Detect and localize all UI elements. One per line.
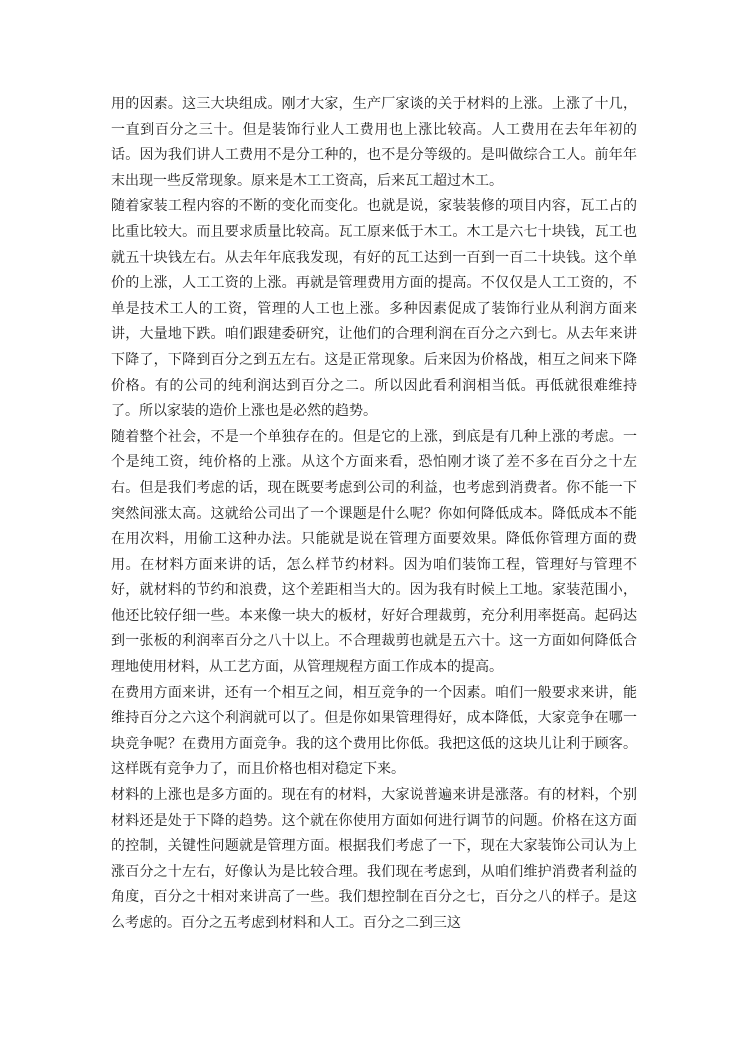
- paragraph-3: 随着整个社会，不是一个单独存在的。但是它的上涨，到底是有几种上涨的考虑。一个是纯工资，纯价格的上涨。从这个方面来看，恐怕刚才谈了差不多在百分之十左右。但是我们考虑的话，现在既要考虑到公司的利益，也考虑到消费者。你不能一下突然间涨太高。这就给公司出了一个课题是什么呢？你如何降低成本。降低成本不能在用次料，用偷工这种办法。只能就是说在管理方面要效果。降低你管理方面的费用。在材料方面来讲的话，怎么样节约材料。因为咱们装饰工程，管理好与管理不好，就材料的节约和浪费，这个差距相当大的。因为我有时候上工地。家装范围小，他还比较仔细一些。本来像一块大的板材，好好合理裁剪，充分利用率挺高。起码达到一张板的利润率百分之八十以上。不合理裁剪也就是五六十。这一方面如何降低合理地使用材料，从工艺方面，从管理规程方面工作成本的提高。: [111, 428, 637, 676]
- body-text: [111, 92, 637, 937]
- paragraph-5: 材料的上涨也是多方面的。现在有的材料，大家说普遍来讲是涨落。有的材料，个别材料还是处于下降的趋势。这个就在你使用方面如何进行调节的问题。价格在这方面的控制，关键性问题就是管理方面。根据我们考虑了一下，现在大家装饰公司认为上涨百分之十左右，好像认为是比较合理。我们现在考虑到，从咱们维护消费者利益的角度，百分之十相对来讲高了一些。我们想控制在百分之七，百分之八的样子。是这么考虑的。百分之五考虑到材料和人工。百分之二到三这: [111, 787, 637, 931]
- paragraph-1: 用的因素。这三大块组成。刚才大家，生产厂家谈的关于材料的上涨。上涨了十几，一直到百分之三十。但是装饰行业人工费用也上涨比较高。人工费用在去年年初的话。因为我们讲人工费用不是分工种的，也不是分等级的。是叫做综合工人。前年年末出现一些反常现象。原来是木工工资高，后来瓦工超过木工。: [111, 96, 637, 189]
- paragraph-4: 在费用方面来讲，还有一个相互之间，相互竞争的一个因素。咱们一般要求来讲，能维持百分之六这个利润就可以了。但是你如果管理得好，成本降低，大家竞争在哪一块竞争呢？在费用方面竞争。我的这个费用比你低。我把这低的这块儿让利于顾客。这样既有竞争力了，而且价格也相对稳定下来。: [111, 684, 637, 778]
- paragraph-2: 随着家装工程内容的不断的变化而变化。也就是说，家装装修的项目内容，瓦工占的比重比较大。而且要求质量比较高。瓦工原来低于木工。木工是六七十块钱，瓦工也就五十块钱左右。从去年年底我发现，有好的瓦工达到一百到一百二十块钱。这个单价的上涨，人工工资的上涨。再就是管理费用方面的提高。不仅仅是人工工资的，不单是技术工人的工资，管理的人工也上涨。多种因素促成了装饰行业从利润方面来讲，大量地下跌。咱们跟建委研究，让他们的合理利润在百分之六到七。从去年来讲下降了，下降到百分之到五左右。这是正常现象。后来因为价格战，相互之间来下降价格。有的公司的纯利润达到百分之二。所以因此看利润相当低。再低就很难维持了。所以家装的造价上涨也是必然的趋势。: [111, 198, 637, 420]
